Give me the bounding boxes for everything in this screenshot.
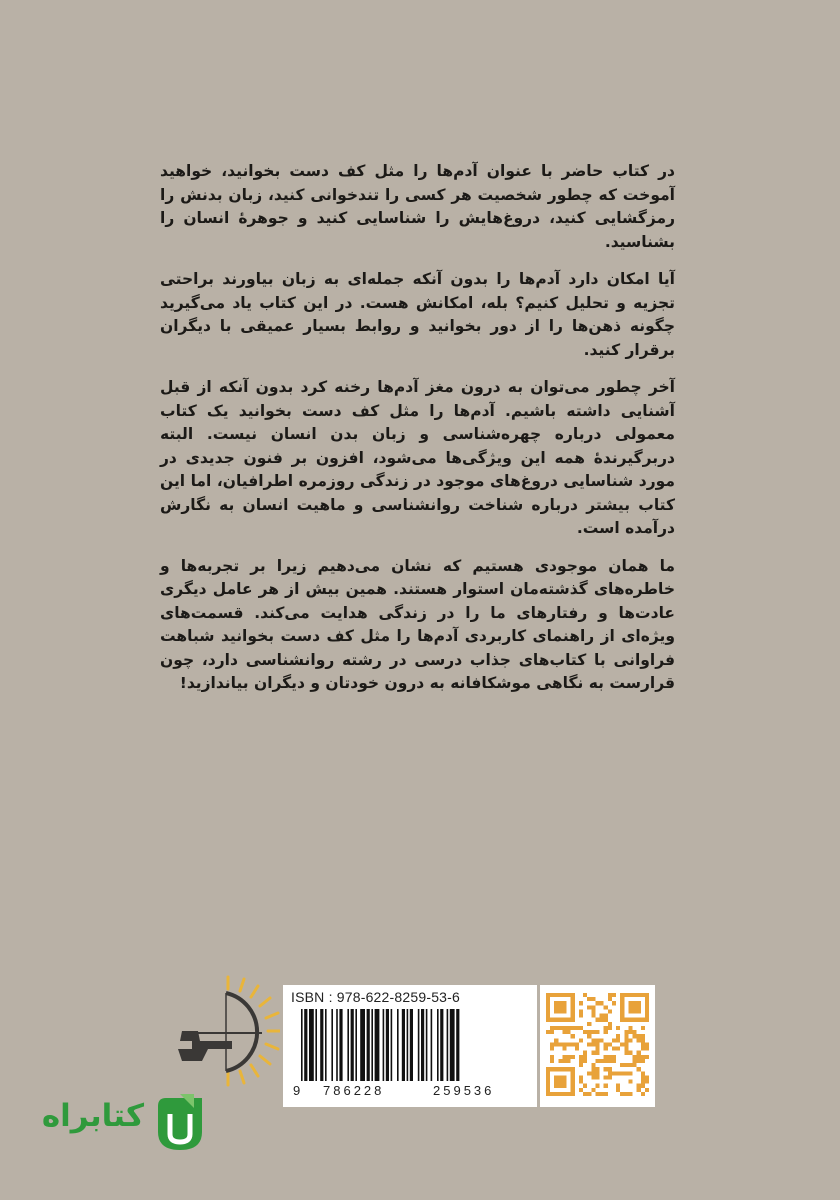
qr-module xyxy=(579,1026,583,1030)
qr-module xyxy=(608,1026,612,1030)
qr-module xyxy=(595,1047,599,1051)
qr-module xyxy=(583,1084,587,1088)
qr-module xyxy=(575,1026,579,1030)
qr-module xyxy=(587,1042,591,1046)
qr-module xyxy=(554,1026,558,1030)
isbn-text: ISBN : 978-622-8259-53-6 xyxy=(291,989,461,1005)
barcode-bar xyxy=(331,1009,333,1081)
qr-module xyxy=(571,1042,575,1046)
qr-module xyxy=(587,1092,591,1096)
qr-module xyxy=(587,1071,591,1075)
qr-module xyxy=(600,1001,604,1005)
qr-module xyxy=(583,1055,587,1059)
qr-module xyxy=(579,1088,583,1092)
qr-module xyxy=(645,1055,649,1059)
qr-module xyxy=(562,1030,566,1034)
qr-module xyxy=(583,1059,587,1063)
qr-module xyxy=(562,1059,566,1063)
qr-module xyxy=(608,1022,612,1026)
qr-module xyxy=(550,1026,554,1030)
qr-module xyxy=(628,1080,632,1084)
qr-module xyxy=(571,1026,575,1030)
qr-module xyxy=(624,1038,628,1042)
qr-module xyxy=(624,1071,628,1075)
qr-module xyxy=(641,1034,645,1038)
qr-module xyxy=(562,1026,566,1030)
qr-finder-inner xyxy=(628,1001,640,1013)
qr-module xyxy=(641,1042,645,1046)
qr-module xyxy=(587,1022,591,1026)
qr-module xyxy=(608,1009,612,1013)
qr-module xyxy=(633,1063,637,1067)
qr-module xyxy=(620,1063,624,1067)
qr-module xyxy=(604,1084,608,1088)
qr-module xyxy=(624,1047,628,1051)
qr-finder-inner xyxy=(554,1001,566,1013)
barcode-bar xyxy=(309,1009,314,1081)
qr-module xyxy=(595,1018,599,1022)
barcode-bar xyxy=(402,1009,405,1081)
qr-module xyxy=(620,1092,624,1096)
barcode-bar xyxy=(391,1009,393,1081)
qr-module xyxy=(562,1047,566,1051)
qr-module xyxy=(624,1030,628,1034)
qr-module xyxy=(575,1047,579,1051)
qr-module xyxy=(595,1067,599,1071)
qr-module xyxy=(591,1063,595,1067)
qr-module xyxy=(579,1014,583,1018)
qr-module xyxy=(624,1092,628,1096)
qr-module xyxy=(591,1075,595,1079)
barcode-bar xyxy=(347,1009,349,1081)
qr-module xyxy=(595,1084,599,1088)
qr-module xyxy=(595,1051,599,1055)
qr-module xyxy=(637,1051,641,1055)
qr-module xyxy=(633,1055,637,1059)
barcode-bar xyxy=(418,1009,420,1081)
qr-module xyxy=(591,1005,595,1009)
qr-module xyxy=(558,1059,562,1063)
qr-module xyxy=(546,1030,550,1034)
qr-module xyxy=(645,1080,649,1084)
barcode-bar xyxy=(320,1009,323,1081)
qr-module xyxy=(554,1038,558,1042)
barcode-bar xyxy=(383,1009,385,1081)
barcode-bar xyxy=(450,1009,455,1081)
barcode-bar xyxy=(440,1009,443,1081)
qr-module xyxy=(579,1001,583,1005)
qr-finder-inner xyxy=(554,1075,566,1087)
qr-module xyxy=(604,1018,608,1022)
qr-module xyxy=(608,993,612,997)
qr-module xyxy=(604,1075,608,1079)
qr-module xyxy=(645,1088,649,1092)
qr-code xyxy=(540,985,655,1107)
qr-module xyxy=(604,1092,608,1096)
qr-module xyxy=(550,1055,554,1059)
qr-module xyxy=(612,1047,616,1051)
qr-module xyxy=(608,1067,612,1071)
qr-module xyxy=(591,1009,595,1013)
qr-module xyxy=(641,1047,645,1051)
barcode-bar xyxy=(351,1009,354,1081)
qr-module xyxy=(595,1030,599,1034)
qr-module xyxy=(595,1071,599,1075)
qr-module xyxy=(641,1026,645,1030)
qr-module xyxy=(608,1075,612,1079)
qr-module xyxy=(641,1038,645,1042)
qr-module xyxy=(620,1042,624,1046)
qr-module xyxy=(624,1042,628,1046)
barcode-bar xyxy=(386,1009,389,1081)
qr-module xyxy=(591,1088,595,1092)
qr-module xyxy=(628,1071,632,1075)
qr-module xyxy=(633,1034,637,1038)
qr-module xyxy=(641,1059,645,1063)
barcode-bar xyxy=(336,1009,338,1081)
qr-module xyxy=(637,1059,641,1063)
qr-module xyxy=(591,1038,595,1042)
qr-module xyxy=(567,1055,571,1059)
qr-module xyxy=(624,1034,628,1038)
qr-module xyxy=(550,1047,554,1051)
qr-module xyxy=(612,1055,616,1059)
qr-module xyxy=(641,1071,645,1075)
qr-module xyxy=(583,1051,587,1055)
qr-module xyxy=(633,1030,637,1034)
barcode-digit-first: 9 xyxy=(293,1083,301,1098)
qr-module xyxy=(637,1038,641,1042)
barcode-bar xyxy=(426,1009,428,1081)
qr-module xyxy=(608,1059,612,1063)
qr-module xyxy=(616,1026,620,1030)
ketabrah-logo-text: کتابراه xyxy=(41,1098,144,1134)
qr-module xyxy=(579,1055,583,1059)
qr-module xyxy=(637,1067,641,1071)
qr-module xyxy=(595,1059,599,1063)
qr-module xyxy=(591,1071,595,1075)
qr-module xyxy=(612,1038,616,1042)
qr-module xyxy=(616,1088,620,1092)
qr-module xyxy=(591,1042,595,1046)
qr-module xyxy=(587,1034,591,1038)
qr-module xyxy=(616,1047,620,1051)
qr-module xyxy=(587,1030,591,1034)
barcode-bar xyxy=(325,1009,327,1081)
qr-module xyxy=(641,1092,645,1096)
qr-module xyxy=(641,1075,645,1079)
qr-module xyxy=(600,1059,604,1063)
qr-module xyxy=(583,1092,587,1096)
barcode-digits-last: 259536 xyxy=(433,1083,495,1098)
qr-module xyxy=(608,1071,612,1075)
qr-module xyxy=(550,1030,554,1034)
qr-module xyxy=(591,1051,595,1055)
qr-module xyxy=(616,1038,620,1042)
qr-module xyxy=(628,1063,632,1067)
qr-module xyxy=(600,1018,604,1022)
qr-module xyxy=(604,1059,608,1063)
qr-module xyxy=(583,993,587,997)
qr-module xyxy=(595,1092,599,1096)
qr-module xyxy=(595,1075,599,1079)
qr-module xyxy=(600,1014,604,1018)
qr-module xyxy=(628,1038,632,1042)
barcode-bar xyxy=(355,1009,357,1081)
qr-module xyxy=(616,1084,620,1088)
archer-sun-logo-icon xyxy=(168,975,280,1099)
qr-module xyxy=(604,1067,608,1071)
qr-module xyxy=(612,1059,616,1063)
barcode-bar xyxy=(367,1009,370,1081)
qr-module xyxy=(595,1042,599,1046)
barcode-icon xyxy=(297,1009,529,1081)
qr-module xyxy=(645,1042,649,1046)
qr-module xyxy=(558,1026,562,1030)
barcode-bar xyxy=(360,1009,365,1081)
ketabrah-book-icon xyxy=(150,1092,210,1152)
barcode-bar xyxy=(407,1009,409,1081)
qr-module xyxy=(562,1055,566,1059)
qr-module xyxy=(587,1005,591,1009)
qr-module xyxy=(571,1055,575,1059)
qr-module xyxy=(550,1042,554,1046)
qr-module xyxy=(579,1059,583,1063)
qr-module xyxy=(628,1051,632,1055)
qr-module xyxy=(604,1042,608,1046)
qr-module xyxy=(608,1042,612,1046)
barcode-bar xyxy=(375,1009,380,1081)
qr-module xyxy=(612,1001,616,1005)
qr-module xyxy=(567,1042,571,1046)
qr-module xyxy=(600,1038,604,1042)
qr-module xyxy=(637,1088,641,1092)
qr-module xyxy=(575,1042,579,1046)
qr-module xyxy=(628,1030,632,1034)
qr-module xyxy=(550,1059,554,1063)
qr-module xyxy=(567,1059,571,1063)
qr-module xyxy=(558,1042,562,1046)
qr-module xyxy=(604,1014,608,1018)
qr-module xyxy=(641,1055,645,1059)
paragraph-2: آیا امکان دارد آدم‌ها را بدون آنکه جمله‌ای به زبان بیاورند براحتی تجزیه و تحلیل کنیم؟ بله، امکانش هست. در این کتاب یاد می‌گیرید چگونه ذهن‌ها را از دور بخوانید و روابط بسیار عمیقی با دیگران برقرار کنید. xyxy=(160,270,675,359)
qr-module xyxy=(608,997,612,1001)
barcode-bar xyxy=(456,1009,459,1081)
barcode-bar xyxy=(301,1009,303,1081)
qr-module xyxy=(604,1055,608,1059)
qr-module xyxy=(604,1005,608,1009)
qr-module xyxy=(595,1038,599,1042)
qr-module xyxy=(579,1063,583,1067)
qr-module xyxy=(628,1026,632,1030)
qr-module xyxy=(641,1080,645,1084)
barcode-bar xyxy=(339,1009,342,1081)
qr-module xyxy=(554,1042,558,1046)
paragraph-4: ما همان موجودی هستیم که نشان می‌دهیم زیرا بر تجربه‌ها و خاطره‌های گذشته‌مان استوار هستند. همین بیش از هر عامل دیگری عادت‌ها و رفتارهای ما را در زندگی هدایت می‌کند. قسمت‌های ویژه‌ای از راهنمای کاربردی آدم‌ها را مثل کف دست بخوانید شباهت فراوانی با کتاب‌های جذاب درسی در رشته روانشناسی دارد، چون قرارست به نگاهی موشکافانه به درون خودتان و دیگران بیاندازید! xyxy=(160,556,675,692)
qr-module xyxy=(579,1080,583,1084)
qr-module xyxy=(645,1047,649,1051)
qr-module xyxy=(579,1075,583,1079)
qr-module xyxy=(604,1026,608,1030)
ketabrah-brand xyxy=(40,1092,210,1154)
qr-module xyxy=(591,997,595,1001)
qr-module xyxy=(591,1014,595,1018)
qr-module xyxy=(571,1034,575,1038)
barcode-bar xyxy=(397,1009,399,1081)
qr-module xyxy=(591,1067,595,1071)
barcode-bar xyxy=(304,1009,307,1081)
qr-module xyxy=(616,1034,620,1038)
barcode-bar xyxy=(431,1009,433,1081)
qr-module xyxy=(620,1071,624,1075)
qr-module xyxy=(624,1051,628,1055)
barcode-bar xyxy=(315,1009,317,1081)
qr-module xyxy=(608,1055,612,1059)
qr-module xyxy=(624,1063,628,1067)
qr-module xyxy=(637,1034,641,1038)
qr-code-icon xyxy=(546,993,649,1096)
qr-module xyxy=(567,1030,571,1034)
barcode-bar xyxy=(410,1009,413,1081)
qr-module xyxy=(604,1030,608,1034)
qr-module xyxy=(595,1001,599,1005)
qr-module xyxy=(612,1071,616,1075)
barcode-bar xyxy=(447,1009,449,1081)
qr-module xyxy=(633,1059,637,1063)
qr-module xyxy=(583,1030,587,1034)
qr-module xyxy=(604,1047,608,1051)
qr-module xyxy=(587,997,591,1001)
paragraph-3: آخر چطور می‌توان به درون مغز آدم‌ها رخنه کرد بدون آنکه از قبل آشنایی داشته باشیم. آدم‌ها را مثل کف دست بخوانید یک کتاب معمولی درباره چهره‌شناسی و زبان بدن انسان نیست. البته دربرگیرندهٔ همه این ویژگی‌ها می‌شود، افزون بر فنون جدیدی در مورد شناسایی دروغ‌های موجود در زندگی روزمره اطرافیان، اما این کتاب بیشتر درباره شناخت روانشناسی و ماهیت انسان به نگارش درآمده است. xyxy=(160,378,675,537)
qr-module xyxy=(637,1084,641,1088)
qr-module xyxy=(637,1055,641,1059)
qr-module xyxy=(616,1071,620,1075)
barcode-bar xyxy=(421,1009,424,1081)
qr-module xyxy=(600,1092,604,1096)
paragraph-1: در کتاب حاضر با عنوان آدم‌ها را مثل کف دست بخوانید، خواهید آموخت که چطور شخصیت هر کسی را تندخوانی کنید، زبان بدنش را رمزگشایی کنید، دروغ‌هایش را شناسایی کنید و جوهرهٔ انسان را بشناسید. xyxy=(160,162,675,251)
qr-module xyxy=(562,1042,566,1046)
isbn-barcode-label xyxy=(283,985,537,1107)
qr-module xyxy=(591,1030,595,1034)
qr-module xyxy=(579,1009,583,1013)
qr-module xyxy=(641,1084,645,1088)
back-cover-text xyxy=(160,160,675,710)
qr-module xyxy=(645,1075,649,1079)
barcode-digits-middle: 786228 xyxy=(323,1083,385,1098)
qr-module xyxy=(567,1026,571,1030)
qr-module xyxy=(628,1092,632,1096)
barcode-bar xyxy=(371,1009,373,1081)
barcode-bar xyxy=(437,1009,439,1081)
qr-module xyxy=(579,1038,583,1042)
qr-module xyxy=(612,993,616,997)
barcode-digits xyxy=(293,1083,529,1101)
